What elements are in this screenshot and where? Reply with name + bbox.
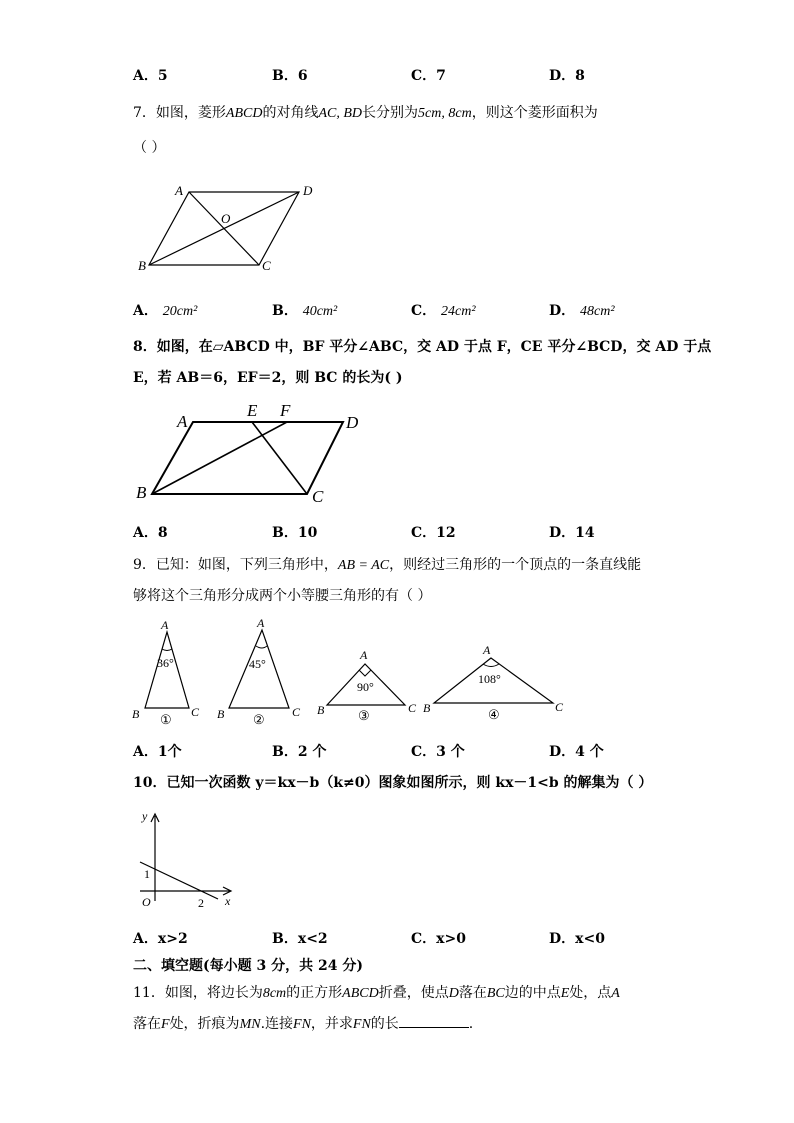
q8-parallelogram-figure	[130, 395, 370, 510]
q11-text: 的长	[370, 1016, 399, 1032]
label-x: x	[225, 894, 231, 908]
label-a: A	[161, 618, 169, 632]
option-value: 40cm²	[302, 304, 338, 319]
option-letter: A．	[133, 931, 158, 947]
math-mn: MN	[239, 1017, 261, 1032]
math-abcd: ABCD	[342, 986, 379, 1001]
option-value: 8	[157, 525, 168, 541]
q8-option-b[interactable]	[272, 523, 317, 543]
q11-text: .	[468, 1016, 474, 1032]
angle-label: 45°	[249, 657, 266, 671]
section-2-title: 二、填空题(每小题 3 分，共 24 分)	[133, 958, 363, 974]
option-letter: D．	[549, 744, 576, 760]
right-angle-mark	[359, 670, 371, 676]
q9-question-line1	[133, 555, 641, 576]
math-fn: FN	[293, 1017, 311, 1032]
q11-text: ，并求	[310, 1016, 353, 1032]
label-a: A	[177, 412, 188, 431]
option-letter: A．	[133, 525, 158, 541]
q7-paren: （ ）	[133, 140, 166, 156]
option-letter: C．	[411, 525, 437, 541]
label-c: C	[312, 487, 324, 506]
math-8cm: 8cm	[262, 986, 287, 1001]
option-letter: D．	[549, 68, 576, 84]
label-d: D	[346, 413, 359, 432]
q11-text: 边的中点	[504, 985, 561, 1001]
q11-question-line2	[133, 1013, 473, 1035]
q6-option-c[interactable]	[411, 66, 446, 86]
q7-option-d[interactable]	[549, 301, 615, 322]
label-b: B	[132, 707, 140, 721]
angle-arc	[162, 649, 172, 651]
q8-option-c[interactable]	[411, 523, 456, 543]
angle-arc	[483, 664, 499, 667]
function-line	[140, 862, 218, 899]
option-letter: B．	[272, 931, 298, 947]
label-c: C	[191, 705, 200, 719]
option-value: x>0	[436, 931, 466, 947]
label-b: B	[217, 707, 225, 721]
q11-text: 处，点	[569, 985, 612, 1001]
triangle-2	[217, 616, 301, 727]
triangle-3	[317, 648, 417, 723]
label-d: D	[303, 183, 313, 198]
q11-text: 落在	[458, 985, 487, 1001]
math-e: E	[560, 986, 570, 1001]
label-b: B	[317, 703, 325, 717]
angle-label: 36°	[157, 656, 174, 670]
label-a: A	[175, 183, 183, 198]
q10-question-line1: 10．已知一次函数 y＝kx－b（k≠0）图象如图所示，则 kx－1<b 的解集为（ ）	[133, 775, 653, 791]
math-fn: FN	[352, 1017, 371, 1032]
q9-option-d[interactable]	[549, 742, 604, 762]
option-value: 14	[575, 525, 595, 541]
option-letter: C．	[411, 931, 437, 947]
q9-option-a[interactable]	[133, 742, 182, 762]
label-a: A	[360, 648, 368, 662]
triangle-1-outline	[145, 632, 189, 708]
label-e: E	[247, 401, 258, 420]
label-c: C	[262, 258, 271, 273]
segment-ce	[252, 422, 307, 494]
option-letter: D．	[549, 931, 576, 947]
q7-text: ，则这个菱形面积为	[471, 105, 598, 121]
label-a: A	[483, 643, 491, 657]
option-letter: B．	[272, 525, 298, 541]
label-a: A	[257, 616, 265, 630]
label-y: y	[142, 809, 148, 823]
q7-rhombus-figure	[130, 178, 330, 278]
q7-option-b[interactable]	[272, 301, 337, 322]
option-value: 12	[436, 525, 456, 541]
question-number: 7．	[133, 105, 156, 121]
q9-triangles-figure	[128, 612, 588, 727]
q11-text: 折叠，使点	[378, 985, 449, 1001]
q11-text: 的正方形	[286, 985, 343, 1001]
math-ab-ac: AB = AC	[337, 558, 390, 573]
option-letter: D．	[549, 525, 576, 541]
angle-arc	[256, 646, 267, 648]
q8-question-line2: E，若 AB＝6，EF＝2，则 BC 的长为( )	[133, 370, 403, 386]
option-letter: A．	[133, 744, 158, 760]
option-letter: D．	[549, 303, 576, 319]
triangle-number: ②	[253, 712, 265, 727]
answer-blank[interactable]	[399, 1013, 469, 1028]
q7-option-c[interactable]	[411, 301, 476, 322]
q10-option-a[interactable]	[133, 929, 188, 949]
option-letter: C．	[411, 303, 437, 319]
q6-option-d[interactable]	[549, 66, 585, 86]
label-c: C	[555, 700, 564, 714]
q9-text: 9．已知：如图，下列三角形中，	[133, 557, 338, 573]
q7-text: 的对角线	[262, 105, 319, 121]
label-b: B	[138, 258, 146, 273]
angle-label: 90°	[357, 680, 374, 694]
q10-option-b[interactable]	[272, 929, 328, 949]
angle-label: 108°	[478, 672, 501, 686]
option-letter: B．	[272, 68, 298, 84]
label-origin: O	[142, 895, 151, 909]
triangle-1	[132, 618, 200, 727]
math-abcd: ABCD	[225, 106, 263, 121]
option-value: 3 个	[436, 744, 465, 760]
option-value: 5	[157, 68, 168, 84]
option-letter: B．	[272, 303, 298, 319]
label-intercept-2: 2	[198, 896, 204, 910]
triangle-number: ③	[358, 708, 370, 723]
q6-option-a[interactable]	[133, 66, 168, 86]
q7-option-a[interactable]	[133, 301, 197, 322]
label-c: C	[408, 701, 417, 715]
q8-question-line1: 8．如图，在▱ABCD 中，BF 平分∠ABC，交 AD 于点 F，CE 平分∠BCD，交 AD 于点	[133, 339, 712, 355]
math-lengths: 5cm, 8cm	[418, 106, 472, 121]
option-value: x<2	[297, 931, 328, 947]
q11-question-line1	[133, 983, 620, 1004]
q8-option-a[interactable]	[133, 523, 168, 543]
label-b: B	[136, 483, 147, 502]
diagonal-bd	[149, 192, 299, 265]
option-value: 24cm²	[441, 304, 476, 319]
option-value: x<0	[575, 931, 605, 947]
q11-text: 落在	[133, 1016, 161, 1032]
q9-option-c[interactable]	[411, 742, 465, 762]
option-value: 10	[297, 525, 318, 541]
option-value: 6	[297, 68, 308, 84]
option-value: x>2	[157, 931, 188, 947]
q7-question-line1	[133, 103, 598, 124]
q11-text: 处，折痕为	[169, 1016, 240, 1032]
label-intercept-1: 1	[144, 867, 150, 881]
label-f: F	[280, 401, 291, 420]
option-value: 8	[575, 68, 585, 84]
q9-text: ，则经过三角形的一个顶点的一条直线能	[389, 557, 642, 573]
option-value: 20cm²	[162, 304, 198, 319]
option-letter: C．	[411, 68, 437, 84]
q6-option-b[interactable]	[272, 66, 308, 86]
option-letter: A．	[133, 303, 158, 319]
option-letter: B．	[272, 744, 298, 760]
triangle-number: ①	[160, 712, 172, 727]
label-c: C	[292, 705, 301, 719]
math-bc: BC	[486, 986, 505, 1001]
label-o: O	[221, 211, 231, 226]
option-letter: C．	[411, 744, 437, 760]
q11-text: 11．如图，将边长为	[133, 985, 263, 1001]
triangle-4	[423, 643, 564, 722]
q11-text: .连接	[260, 1016, 294, 1032]
q10-option-c[interactable]	[411, 929, 466, 949]
label-b: B	[423, 701, 431, 715]
parallelogram-outline	[152, 422, 343, 494]
q8-option-d[interactable]	[549, 523, 595, 543]
math-ac-bd: AC, BD	[318, 106, 363, 121]
q9-question-line2: 够将这个三角形分成两个小等腰三角形的有（ ）	[133, 588, 432, 604]
math-f: F	[161, 1017, 170, 1032]
option-letter: A．	[133, 68, 158, 84]
option-value: 48cm²	[580, 304, 615, 319]
option-value: 4 个	[575, 744, 604, 760]
q9-option-b[interactable]	[272, 742, 326, 762]
option-value: 2 个	[297, 744, 327, 760]
math-d: D	[448, 986, 459, 1001]
math-a: A	[611, 986, 620, 1001]
q10-option-d[interactable]	[549, 929, 605, 949]
triangle-number: ④	[488, 707, 500, 722]
q7-text: 长分别为	[362, 105, 419, 121]
q10-graph-figure	[130, 806, 250, 916]
option-value: 1个	[157, 744, 182, 760]
option-value: 7	[436, 68, 446, 84]
q7-text: 如图，菱形	[155, 105, 226, 121]
